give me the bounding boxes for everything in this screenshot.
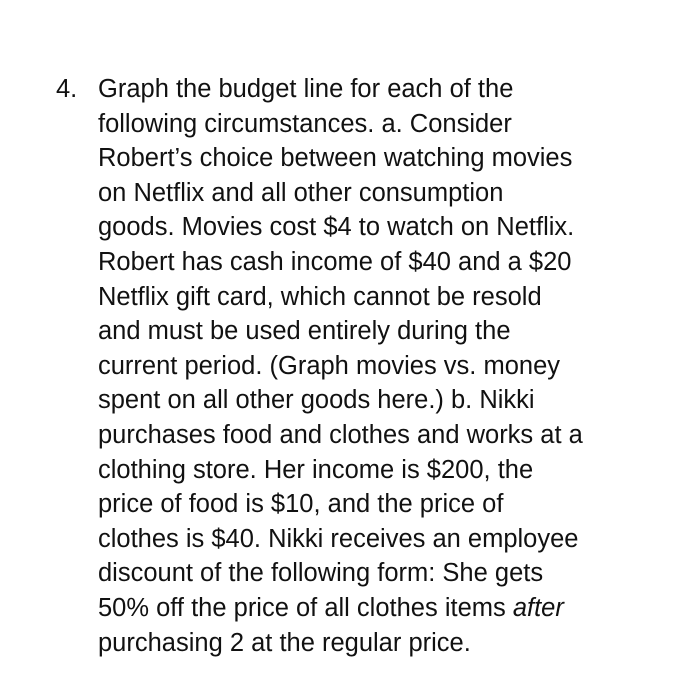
line-text: goods. Movies cost $4 to watch on Netflix. <box>98 213 575 242</box>
question-line <box>98 522 654 557</box>
line-text: current period. (Graph movies vs. money <box>98 351 561 380</box>
line-text: 50% off the price of all clothes items <box>98 593 513 622</box>
question-line <box>98 453 654 488</box>
line-text: purchasing 2 at the regular price. <box>98 628 471 657</box>
question-line <box>98 245 654 280</box>
question-line <box>98 72 654 107</box>
question-number: 4. <box>56 75 78 103</box>
question-line <box>98 556 654 591</box>
line-text: Graph the budget line for each of the <box>98 75 514 103</box>
question-line <box>98 349 654 384</box>
line-text: discount of the following form: She gets <box>98 559 544 588</box>
question-line <box>98 591 654 626</box>
question-line <box>98 418 654 453</box>
question-line <box>98 383 654 418</box>
question-line <box>98 210 654 245</box>
question-line <box>98 487 654 522</box>
question-line <box>98 176 654 211</box>
line-text: purchases food and clothes and works at a <box>98 420 583 449</box>
question-line <box>98 314 654 349</box>
line-text: Robert has cash income of $40 and a $20 <box>98 247 572 276</box>
line-text: clothing store. Her income is $200, the <box>98 455 534 484</box>
line-text: and must be used entirely during the <box>98 317 511 346</box>
line-text: clothes is $40. Nikki receives an employee <box>98 524 579 553</box>
question-line <box>98 626 654 661</box>
question-line <box>98 280 654 315</box>
question-line <box>98 107 654 142</box>
line-text: Robert’s choice between watching movies <box>98 144 573 173</box>
question-line <box>98 141 654 176</box>
emphasized-word: after <box>512 593 564 622</box>
line-text: price of food is $10, and the price of <box>98 490 504 519</box>
line-text: Netflix gift card, which cannot be resold <box>98 282 542 311</box>
line-text: on Netflix and all other consumption <box>98 178 504 207</box>
line-text: spent on all other goods here.) b. Nikki <box>98 386 535 415</box>
question-block <box>56 72 656 660</box>
question-text <box>98 72 654 660</box>
line-text: following circumstances. a. Consider <box>98 109 512 138</box>
